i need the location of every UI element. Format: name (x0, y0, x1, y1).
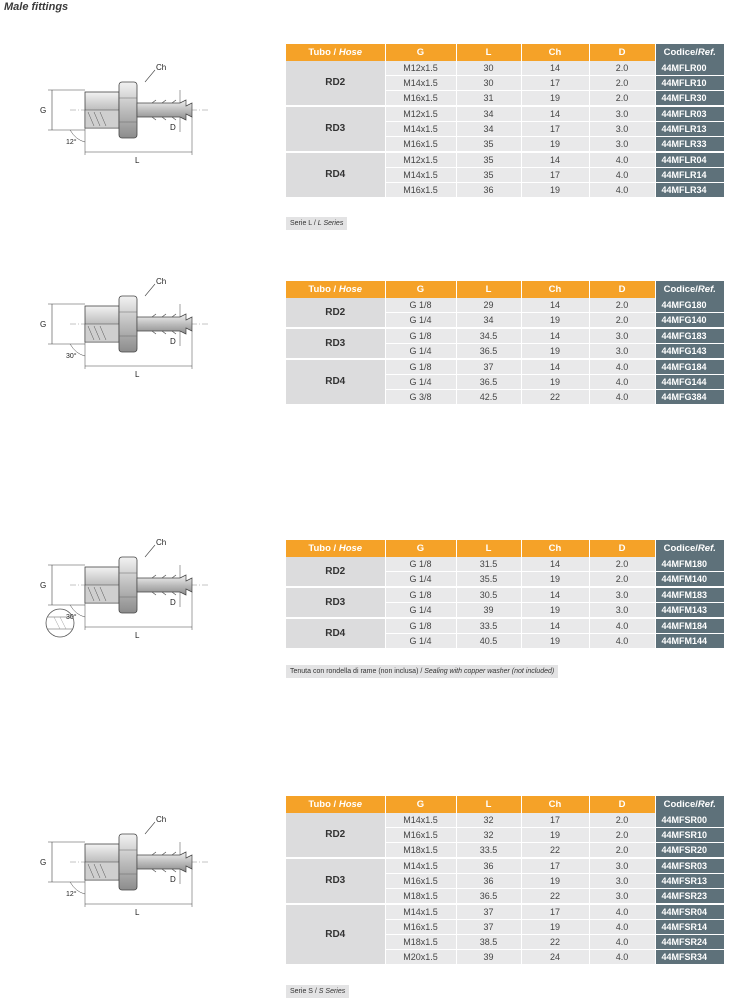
ref-code-cell: 44MFSR24 (655, 935, 724, 950)
d-label: D (170, 598, 176, 607)
ref-code-cell: 44MFLR30 (655, 91, 724, 107)
fitting-drawing (30, 812, 220, 922)
ref-code-cell: 44MFSR14 (655, 920, 724, 935)
ref-code-cell: 44MFSR10 (655, 828, 724, 843)
d-cell: 4.0 (589, 904, 655, 920)
ch-cell: 17 (521, 76, 589, 91)
d-cell: 2.0 (589, 298, 655, 313)
g-cell: M16x1.5 (385, 91, 456, 107)
ref-code-cell: 44MFG183 (655, 328, 724, 344)
ch-cell: 17 (521, 168, 589, 183)
g-cell: G 1/8 (385, 328, 456, 344)
ref-code-cell: 44MFG184 (655, 359, 724, 375)
g-cell: M16x1.5 (385, 874, 456, 889)
col-ch: Ch (521, 540, 589, 557)
ch-label: Ch (156, 815, 167, 824)
table-row (286, 298, 724, 313)
ref-code-cell: 44MFLR04 (655, 152, 724, 168)
table-header-row (286, 281, 724, 298)
angle-label: 12° (66, 891, 77, 898)
d-cell: 2.0 (589, 91, 655, 107)
ref-code-cell: 44MFLR00 (655, 61, 724, 76)
l-cell: 37 (456, 359, 521, 375)
ref-code-cell: 44MFSR34 (655, 950, 724, 966)
tubo-cell: RD4 (286, 904, 385, 965)
l-cell: 30 (456, 61, 521, 76)
d-label: D (170, 123, 176, 132)
technical-drawing (30, 274, 220, 384)
series-note: Tenuta con rondella di rame (non inclusa) / Sealing with copper washer (not included) (286, 665, 558, 678)
g-label: G (40, 858, 47, 867)
ch-cell: 19 (521, 375, 589, 390)
d-cell: 2.0 (589, 828, 655, 843)
d-cell: 3.0 (589, 874, 655, 889)
l-cell: 36.5 (456, 889, 521, 905)
table-row (286, 106, 724, 122)
ch-cell: 17 (521, 858, 589, 874)
ch-cell: 14 (521, 587, 589, 603)
l-cell: 38.5 (456, 935, 521, 950)
d-cell: 3.0 (589, 328, 655, 344)
d-cell: 4.0 (589, 618, 655, 634)
g-cell: M16x1.5 (385, 137, 456, 153)
col-g: G (385, 540, 456, 557)
g-cell: G 1/8 (385, 618, 456, 634)
d-cell: 3.0 (589, 344, 655, 360)
ch-cell: 19 (521, 828, 589, 843)
tubo-cell: RD4 (286, 359, 385, 405)
table-row (286, 587, 724, 603)
tubo-cell: RD4 (286, 152, 385, 198)
g-cell: M12x1.5 (385, 106, 456, 122)
g-cell: M16x1.5 (385, 920, 456, 935)
col-ch: Ch (521, 44, 589, 61)
table-header-row (286, 796, 724, 813)
tubo-cell: RD3 (286, 328, 385, 359)
d-cell: 3.0 (589, 137, 655, 153)
ref-code-cell: 44MFG143 (655, 344, 724, 360)
l-cell: 39 (456, 950, 521, 966)
spec-table (286, 540, 724, 650)
table-row (286, 152, 724, 168)
d-cell: 3.0 (589, 122, 655, 137)
table-row (286, 618, 724, 634)
d-cell: 4.0 (589, 183, 655, 199)
d-cell: 2.0 (589, 76, 655, 91)
g-cell: M16x1.5 (385, 828, 456, 843)
g-cell: G 1/4 (385, 634, 456, 650)
l-cell: 40.5 (456, 634, 521, 650)
table-row (286, 61, 724, 76)
table-header-row (286, 44, 724, 61)
g-cell: G 1/4 (385, 572, 456, 588)
technical-drawing (30, 535, 220, 645)
col-g: G (385, 281, 456, 298)
g-cell: G 3/8 (385, 390, 456, 406)
l-cell: 36 (456, 874, 521, 889)
g-label: G (40, 320, 47, 329)
ch-cell: 14 (521, 618, 589, 634)
d-cell: 4.0 (589, 950, 655, 966)
ch-cell: 14 (521, 359, 589, 375)
ref-code-cell: 44MFG384 (655, 390, 724, 406)
col-d: D (589, 44, 655, 61)
col-codice: Codice/Ref. (655, 540, 724, 557)
col-tubo: Tubo / Hose (286, 540, 385, 557)
l-cell: 31.5 (456, 557, 521, 572)
washer-detail (46, 609, 74, 637)
d-cell: 4.0 (589, 375, 655, 390)
g-cell: M12x1.5 (385, 152, 456, 168)
ref-code-cell: 44MFSR13 (655, 874, 724, 889)
l-cell: 34.5 (456, 328, 521, 344)
l-cell: 36 (456, 183, 521, 199)
g-cell: M12x1.5 (385, 61, 456, 76)
ref-code-cell: 44MFG140 (655, 313, 724, 329)
technical-drawing (30, 812, 220, 922)
g-cell: M14x1.5 (385, 858, 456, 874)
d-cell: 4.0 (589, 634, 655, 650)
g-cell: M18x1.5 (385, 843, 456, 859)
l-cell: 34 (456, 106, 521, 122)
l-cell: 32 (456, 828, 521, 843)
l-label: L (135, 631, 140, 640)
table-row (286, 359, 724, 375)
l-cell: 34 (456, 313, 521, 329)
d-cell: 3.0 (589, 603, 655, 619)
series-note: Serie S / S Series (286, 985, 349, 998)
g-cell: G 1/4 (385, 375, 456, 390)
ch-cell: 17 (521, 904, 589, 920)
d-cell: 2.0 (589, 313, 655, 329)
ch-cell: 14 (521, 61, 589, 76)
g-cell: M16x1.5 (385, 183, 456, 199)
ch-cell: 19 (521, 603, 589, 619)
tubo-cell: RD3 (286, 106, 385, 152)
l-cell: 36.5 (456, 375, 521, 390)
ref-code-cell: 44MFLR34 (655, 183, 724, 199)
g-cell: M18x1.5 (385, 889, 456, 905)
l-cell: 31 (456, 91, 521, 107)
l-cell: 32 (456, 813, 521, 828)
ch-cell: 14 (521, 106, 589, 122)
g-cell: G 1/8 (385, 587, 456, 603)
ch-label: Ch (156, 63, 167, 72)
d-cell: 3.0 (589, 858, 655, 874)
ch-cell: 24 (521, 950, 589, 966)
ch-label: Ch (156, 277, 167, 286)
ch-cell: 17 (521, 122, 589, 137)
col-codice: Codice/Ref. (655, 281, 724, 298)
ref-code-cell: 44MFSR20 (655, 843, 724, 859)
ref-code-cell: 44MFM180 (655, 557, 724, 572)
g-cell: M14x1.5 (385, 904, 456, 920)
l-cell: 35.5 (456, 572, 521, 588)
g-cell: G 1/8 (385, 557, 456, 572)
d-cell: 4.0 (589, 168, 655, 183)
g-cell: G 1/8 (385, 298, 456, 313)
col-tubo: Tubo / Hose (286, 281, 385, 298)
table-row (286, 328, 724, 344)
l-cell: 42.5 (456, 390, 521, 406)
ref-code-cell: 44MFSR04 (655, 904, 724, 920)
tubo-cell: RD2 (286, 298, 385, 328)
ch-cell: 19 (521, 874, 589, 889)
fitting-drawing (30, 535, 220, 645)
l-cell: 35 (456, 168, 521, 183)
col-ch: Ch (521, 796, 589, 813)
ref-code-cell: 44MFLR10 (655, 76, 724, 91)
g-cell: M18x1.5 (385, 935, 456, 950)
d-cell: 4.0 (589, 152, 655, 168)
angle-label: 30° (66, 353, 77, 360)
ref-code-cell: 44MFLR13 (655, 122, 724, 137)
ch-cell: 14 (521, 328, 589, 344)
technical-drawing (30, 60, 220, 170)
g-label: G (40, 581, 47, 590)
tubo-cell: RD4 (286, 618, 385, 649)
ch-cell: 19 (521, 91, 589, 107)
l-cell: 35 (456, 137, 521, 153)
spec-table (286, 44, 724, 199)
g-cell: M14x1.5 (385, 122, 456, 137)
g-cell: M20x1.5 (385, 950, 456, 966)
fitting-drawing (30, 60, 220, 170)
l-cell: 37 (456, 904, 521, 920)
d-label: D (170, 337, 176, 346)
g-cell: M14x1.5 (385, 168, 456, 183)
d-cell: 2.0 (589, 843, 655, 859)
ref-code-cell: 44MFM140 (655, 572, 724, 588)
ref-code-cell: 44MFM184 (655, 618, 724, 634)
l-cell: 30 (456, 76, 521, 91)
l-cell: 33.5 (456, 618, 521, 634)
col-l: L (456, 540, 521, 557)
d-cell: 2.0 (589, 557, 655, 572)
col-d: D (589, 540, 655, 557)
d-cell: 2.0 (589, 813, 655, 828)
ch-cell: 19 (521, 313, 589, 329)
table-header-row (286, 540, 724, 557)
ch-cell: 19 (521, 572, 589, 588)
col-l: L (456, 281, 521, 298)
g-cell: G 1/4 (385, 603, 456, 619)
table-row (286, 813, 724, 828)
col-tubo: Tubo / Hose (286, 44, 385, 61)
g-cell: G 1/4 (385, 344, 456, 360)
ref-code-cell: 44MFSR23 (655, 889, 724, 905)
d-label: D (170, 875, 176, 884)
spec-table (286, 796, 724, 966)
ch-cell: 22 (521, 390, 589, 406)
series-note: Serie L / L Series (286, 217, 347, 230)
l-label: L (135, 908, 140, 917)
l-cell: 30.5 (456, 587, 521, 603)
ch-cell: 17 (521, 813, 589, 828)
tubo-cell: RD3 (286, 858, 385, 904)
col-tubo: Tubo / Hose (286, 796, 385, 813)
col-codice: Codice/Ref. (655, 44, 724, 61)
l-label: L (135, 156, 140, 165)
d-cell: 3.0 (589, 587, 655, 603)
tubo-cell: RD3 (286, 587, 385, 618)
d-cell: 4.0 (589, 935, 655, 950)
tubo-cell: RD2 (286, 557, 385, 587)
g-label: G (40, 106, 47, 115)
g-cell: M14x1.5 (385, 813, 456, 828)
ref-code-cell: 44MFG144 (655, 375, 724, 390)
g-cell: G 1/4 (385, 313, 456, 329)
spec-table (286, 281, 724, 406)
table-row (286, 557, 724, 572)
col-g: G (385, 796, 456, 813)
col-codice: Codice/Ref. (655, 796, 724, 813)
d-cell: 4.0 (589, 390, 655, 406)
page-title: Male fittings (4, 1, 69, 13)
angle-label: 12° (66, 139, 77, 146)
ch-cell: 14 (521, 152, 589, 168)
ref-code-cell: 44MFM183 (655, 587, 724, 603)
ref-code-cell: 44MFLR33 (655, 137, 724, 153)
ref-code-cell: 44MFM144 (655, 634, 724, 650)
d-cell: 4.0 (589, 359, 655, 375)
d-cell: 3.0 (589, 106, 655, 122)
ch-cell: 22 (521, 843, 589, 859)
ref-code-cell: 44MFSR00 (655, 813, 724, 828)
l-cell: 36 (456, 858, 521, 874)
ref-code-cell: 44MFG180 (655, 298, 724, 313)
ref-code-cell: 44MFLR14 (655, 168, 724, 183)
l-cell: 34 (456, 122, 521, 137)
ref-code-cell: 44MFLR03 (655, 106, 724, 122)
l-cell: 29 (456, 298, 521, 313)
ch-cell: 14 (521, 557, 589, 572)
d-cell: 2.0 (589, 572, 655, 588)
ch-cell: 19 (521, 920, 589, 935)
col-d: D (589, 796, 655, 813)
d-cell: 4.0 (589, 920, 655, 935)
ch-cell: 22 (521, 889, 589, 905)
l-cell: 39 (456, 603, 521, 619)
tubo-cell: RD2 (286, 61, 385, 106)
l-cell: 33.5 (456, 843, 521, 859)
d-cell: 2.0 (589, 61, 655, 76)
l-cell: 36.5 (456, 344, 521, 360)
ch-cell: 14 (521, 298, 589, 313)
ref-code-cell: 44MFSR03 (655, 858, 724, 874)
d-cell: 3.0 (589, 889, 655, 905)
ref-code-cell: 44MFM143 (655, 603, 724, 619)
ch-cell: 19 (521, 183, 589, 199)
angle-label: 30° (66, 614, 77, 621)
col-l: L (456, 796, 521, 813)
l-cell: 37 (456, 920, 521, 935)
col-l: L (456, 44, 521, 61)
ch-cell: 19 (521, 634, 589, 650)
col-g: G (385, 44, 456, 61)
ch-cell: 19 (521, 344, 589, 360)
col-d: D (589, 281, 655, 298)
ch-cell: 22 (521, 935, 589, 950)
table-row (286, 858, 724, 874)
tubo-cell: RD2 (286, 813, 385, 858)
fitting-drawing (30, 274, 220, 384)
ch-cell: 19 (521, 137, 589, 153)
l-label: L (135, 370, 140, 379)
ch-label: Ch (156, 538, 167, 547)
l-cell: 35 (456, 152, 521, 168)
table-row (286, 904, 724, 920)
g-cell: G 1/8 (385, 359, 456, 375)
g-cell: M14x1.5 (385, 76, 456, 91)
col-ch: Ch (521, 281, 589, 298)
